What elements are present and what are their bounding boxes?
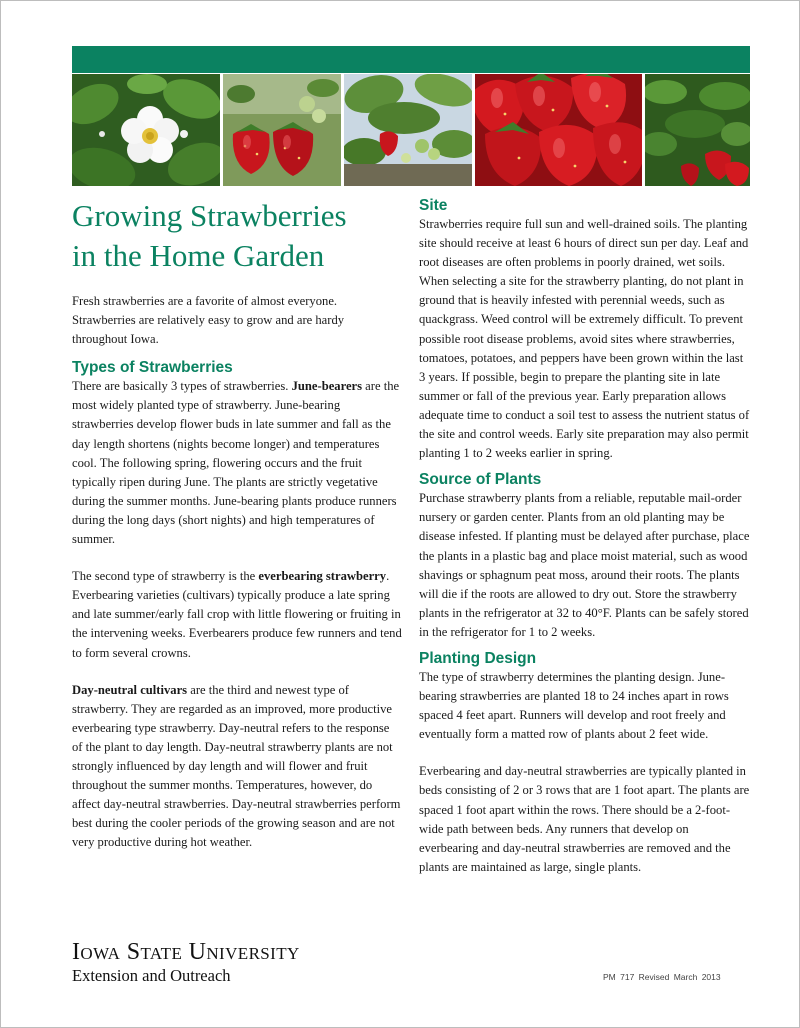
everbearing-paragraph: The second type of strawberry is the everbearing strawberry. Everbearing varieties (cultivars) typically produce a late spring and late summer/early fall crop with little flowering or fruiting in the intervening weeks. Everbearers produce few runners and tend to form several crowns. [72, 569, 402, 660]
strawberry-patch-photo [645, 74, 750, 186]
types-heading: Types of Strawberries [72, 359, 233, 377]
strawberry-blossom-photo [72, 74, 220, 186]
planting-design-heading: Planting Design [419, 649, 537, 667]
ripe-strawberries-closeup-photo [475, 74, 642, 186]
header-banner [72, 46, 750, 73]
intro-paragraph: Fresh strawberries are a favorite of almost everyone. Strawberries are relatively easy to grow and are hardy throughout Iowa. [72, 294, 345, 347]
isu-logo [72, 938, 300, 986]
right-column [419, 196, 751, 877]
left-column [72, 292, 402, 852]
june-bearers-paragraph: There are basically 3 types of strawberries. June-bearers are the most widely planted type of strawberry. June-bearing strawberries develop flower buds in late summer and fall as the day length shortens (nights become longer) and temperatures cool. The following spring, flowering occurs and the fruit typically ripen during June. The plants are strictly vegetative during the summer months. June-bearing plants produce runners during the long days (short nights) and high temperatures of summer. [72, 379, 400, 547]
university-name: Iowa State University [72, 939, 300, 965]
extension-name: Extension and Outreach [72, 966, 231, 985]
site-paragraph: Strawberries require full sun and well-drained soils. The planting site should receive at least 6 hours of direct sun per day. Leaf and root diseases are often problems in poorly drained, wet soils. When selecting a site for the strawberry planting, do not plant in ground that is heavily infested with perennial weeds, such as quackgrass. Weed control will be extremely difficult. To prevent possible root disease problems, avoid sites where strawberries, tomatoes, potatoes, and peppers have been grown within the last 3 years. If possible, begin to prepare the planting site in late summer or fall of the previous year. Early preparation allows adequate time to conduct a soil test to assess the nutrient status of the site and control weeds. Early site preparation may also permit planting 1 to 2 weeks earlier in spring. [419, 217, 750, 461]
page-title: Growing Strawberries in the Home Garden [72, 198, 347, 273]
ripening-strawberries-photo [223, 74, 341, 186]
source-paragraph: Purchase strawberry plants from a reliable, reputable mail-order nursery or garden center. Plants from an old planting may be disease infested. If planting must be delayed after purchase, place the plants in a plastic bag and place moist material, such as wood shavings or sphagnum peat moss, around their roots. The plants will die if the roots are allowed to dry out. Store the strawberry plants in the refrigerator at 32 to 40°F. Plants can be safely stored in the refrigerator for 1 to 2 weeks. [419, 491, 750, 639]
publication-code: PM 717 Revised March 2013 [603, 972, 721, 982]
source-heading: Source of Plants [419, 471, 542, 489]
planting-paragraph-1: The type of strawberry determines the planting design. June-bearing strawberries are planted 18 to 24 inches apart in rows spaced 4 feet apart. Runners will develop and root freely and eventually form a matted row of plants about 2 feet wide. [419, 669, 729, 742]
planting-paragraph-2: Everbearing and day-neutral strawberries are typically planted in beds consisting of 2 or 3 rows that are 1 foot apart. The plants are spaced 1 foot apart within the rows. There should be a 2-foot-wide path between beds. Any runners that develop on everbearing and day-neutral strawberries are removed and the plants are maintained as large, single plants. [419, 764, 750, 874]
day-neutral-paragraph: Day-neutral cultivars are the third and newest type of strawberry. They are regarded as an improved, more productive everbearing type strawberry. Day-neutral refers to the response of the plant to day length. Day-neutral strawberry plants are not strongly influenced by day length and will flower and fruit throughout the summer months. Temperatures, however, do affect day-neutral strawberries. Day-neutral strawberries perform best during the cooler periods of the growing season and are not very productive during hot weather. [72, 682, 401, 850]
site-heading: Site [419, 197, 448, 214]
strawberry-plant-photo [344, 74, 472, 186]
photo-strip [72, 74, 750, 186]
